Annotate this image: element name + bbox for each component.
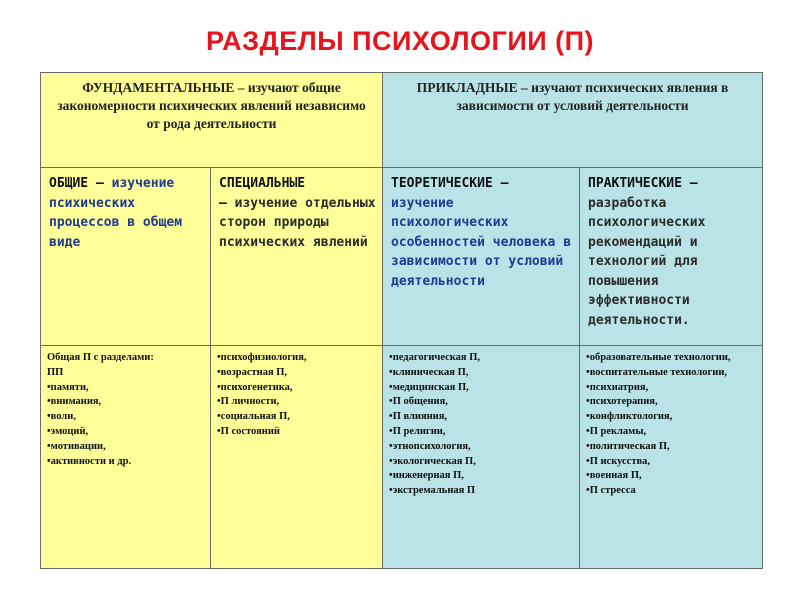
table-row: [41, 168, 763, 346]
practical-cell: ПРАКТИЧЕСКИЕ – разработка психологических рекомендаций и технологий для повышения эффективности деятельности.: [580, 168, 763, 346]
general-cell: ОБЩИЕ – изучение психических процессов в общем виде: [41, 168, 211, 346]
list-item: •военная П,: [586, 470, 642, 482]
practical-list: [580, 346, 763, 569]
list-item: •П состояний: [217, 425, 280, 437]
list-item: •инженерная П,: [389, 470, 464, 482]
list-item: •активности и др.: [47, 455, 132, 467]
section-description: изучение психических процессов в общем виде: [49, 176, 183, 250]
list-item: •воли,: [47, 411, 76, 423]
section-description: изучение психологических особенностей человека в зависимости от условий деятельности: [391, 195, 572, 289]
list-item: ПП: [47, 366, 64, 378]
section-heading: ТЕОРЕТИЧЕСКИЕ: [391, 176, 493, 191]
list-item: Общая П с разделами:: [47, 352, 154, 363]
section-heading: ПРАКТИЧЕСКИЕ: [588, 176, 682, 191]
page-title: РАЗДЕЛЫ ПСИХОЛОГИИ (П): [205, 26, 595, 56]
table-row: [41, 73, 763, 168]
applied-header: ПРИКЛАДНЫЕ – изучают психических явления в зависимости от условий деятельности: [383, 73, 763, 168]
list-item: •П личности,: [217, 396, 280, 408]
general-list: [41, 346, 211, 569]
section-heading: ОБЩИЕ: [49, 176, 89, 191]
list-item: •П общения,: [389, 396, 448, 408]
psychology-sections-table: [40, 72, 763, 569]
list-item: •внимания,: [47, 396, 102, 408]
list-item: •психотерапия,: [586, 396, 658, 408]
list-item: •возрастная П,: [217, 366, 288, 378]
special-cell: СПЕЦИАЛЬНЫЕ – изучение отдельных сторон природы психических явлений: [211, 168, 383, 346]
special-list: [211, 346, 383, 569]
list-item: •медицинская П,: [389, 381, 469, 393]
theoretical-cell: ТЕОРЕТИЧЕСКИЕ – изучение психологических особенностей человека в зависимости от условий деятельности: [383, 168, 580, 346]
list-item: •клиническая П,: [389, 366, 469, 378]
list-item: •мотивации,: [47, 440, 106, 452]
list-item: •психофизиология,: [217, 352, 307, 363]
section-heading: СПЕЦИАЛЬНЫЕ: [219, 176, 306, 191]
list-item: •П стресса: [586, 485, 636, 497]
section-description: разработка психологических рекомендаций и технологий для повышения эффективности деятельности.: [588, 195, 706, 328]
list-item: •П рекламы,: [586, 425, 647, 437]
list-item: •педагогическая П,: [389, 352, 481, 363]
list-item: •воспитательные технологии,: [586, 366, 728, 378]
list-item: •психогенетика,: [217, 381, 293, 393]
list-item: •П влияния,: [389, 411, 448, 423]
list-item: •этнопсихология,: [389, 440, 471, 452]
list-item: •эмоций,: [47, 425, 89, 437]
list-item: •памяти,: [47, 381, 89, 393]
theoretical-list: [383, 346, 580, 569]
list-item: •П религии,: [389, 425, 446, 437]
fundamental-header: ФУНДАМЕНТАЛЬНЫЕ – изучают общие закономерности психических явлений независимо от рода деятельности: [41, 73, 383, 168]
table-row: [41, 346, 763, 569]
list-item: •психиатрия,: [586, 381, 649, 393]
list-item: •П искусства,: [586, 455, 651, 467]
section-description: изучение отдельных сторон природы психических явлений: [219, 195, 376, 250]
list-item: •экстремальная П: [389, 485, 476, 497]
list-item: •политическая П,: [586, 440, 670, 452]
list-item: •социальная П,: [217, 411, 290, 423]
list-item: •образовательные технологии,: [586, 352, 731, 363]
list-item: •конфликтология,: [586, 411, 673, 423]
list-item: •экологическая П,: [389, 455, 476, 467]
